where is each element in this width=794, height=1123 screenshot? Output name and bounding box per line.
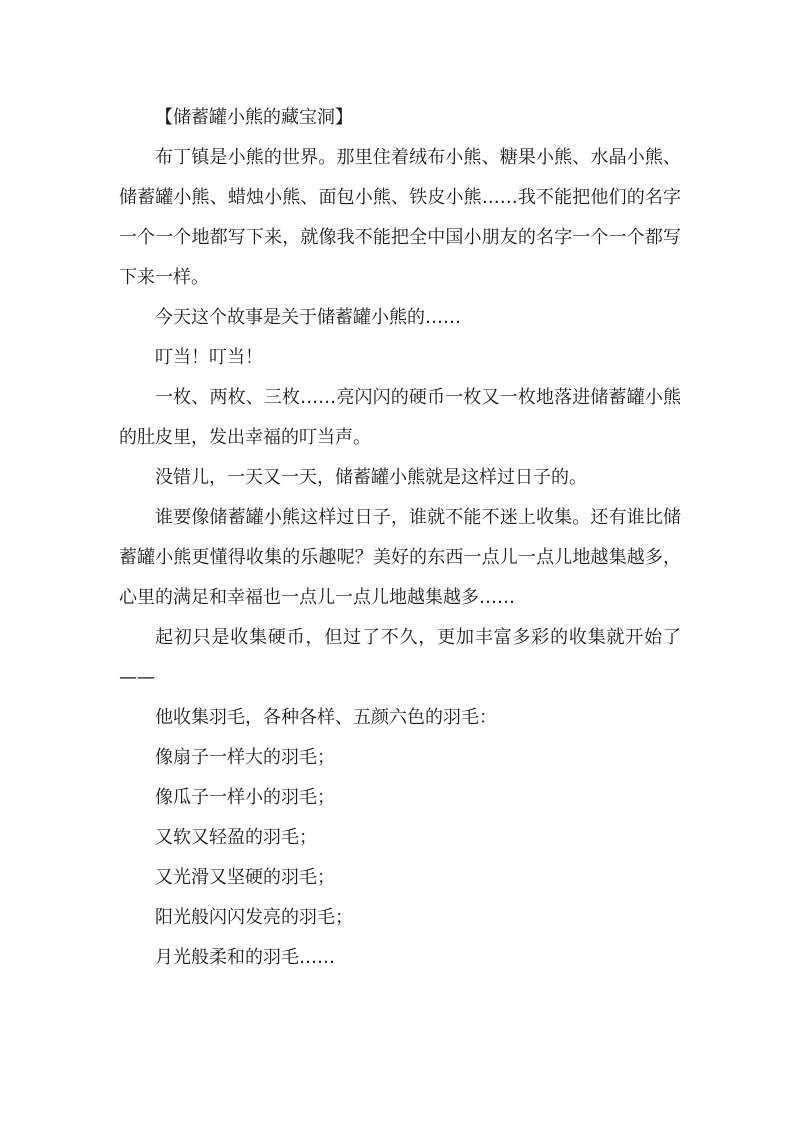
paragraph: 起初只是收集硬币，但过了不久，更加丰富多彩的收集就开始了——	[119, 627, 681, 688]
feather-list-item: 月光般柔和的羽毛……	[155, 947, 335, 968]
paragraph: 一枚、两枚、三枚……亮闪闪的硬币一枚又一枚地落进储蓄罐小熊的肚皮里，发出幸福的叮当声。	[119, 387, 681, 448]
paragraph: 今天这个故事是关于储蓄罐小熊的……	[155, 307, 461, 328]
document-body	[119, 98, 681, 978]
story-title: 【储蓄罐小熊的藏宝洞】	[155, 107, 353, 128]
paragraph: 他收集羽毛，各种各样、五颜六色的羽毛：	[155, 707, 497, 728]
feather-list-item: 像瓜子一样小的羽毛；	[155, 787, 335, 808]
paragraph: 没错儿，一天又一天，储蓄罐小熊就是这样过日子的。	[155, 467, 587, 488]
feather-list-item: 又光滑又坚硬的羽毛；	[155, 867, 335, 888]
feather-list-item: 像扇子一样大的羽毛；	[155, 747, 335, 768]
paragraph: 叮当！叮当！	[155, 347, 263, 368]
feather-list-item: 阳光般闪闪发亮的羽毛；	[155, 907, 353, 928]
feather-list-item: 又软又轻盈的羽毛；	[155, 827, 317, 848]
paragraph: 谁要像储蓄罐小熊这样过日子，谁就不能不迷上收集。还有谁比储蓄罐小熊更懂得收集的乐趣呢？美好的东西一点儿一点儿地越集越多，心里的满足和幸福也一点儿一点儿地越集越多……	[119, 507, 681, 608]
paragraph: 布丁镇是小熊的世界。那里住着绒布小熊、糖果小熊、水晶小熊、储蓄罐小熊、蜡烛小熊、面包小熊、铁皮小熊……我不能把他们的名字一个一个地都写下来，就像我不能把全中国小朋友的名字一个一个都写下来一样。	[119, 147, 681, 288]
